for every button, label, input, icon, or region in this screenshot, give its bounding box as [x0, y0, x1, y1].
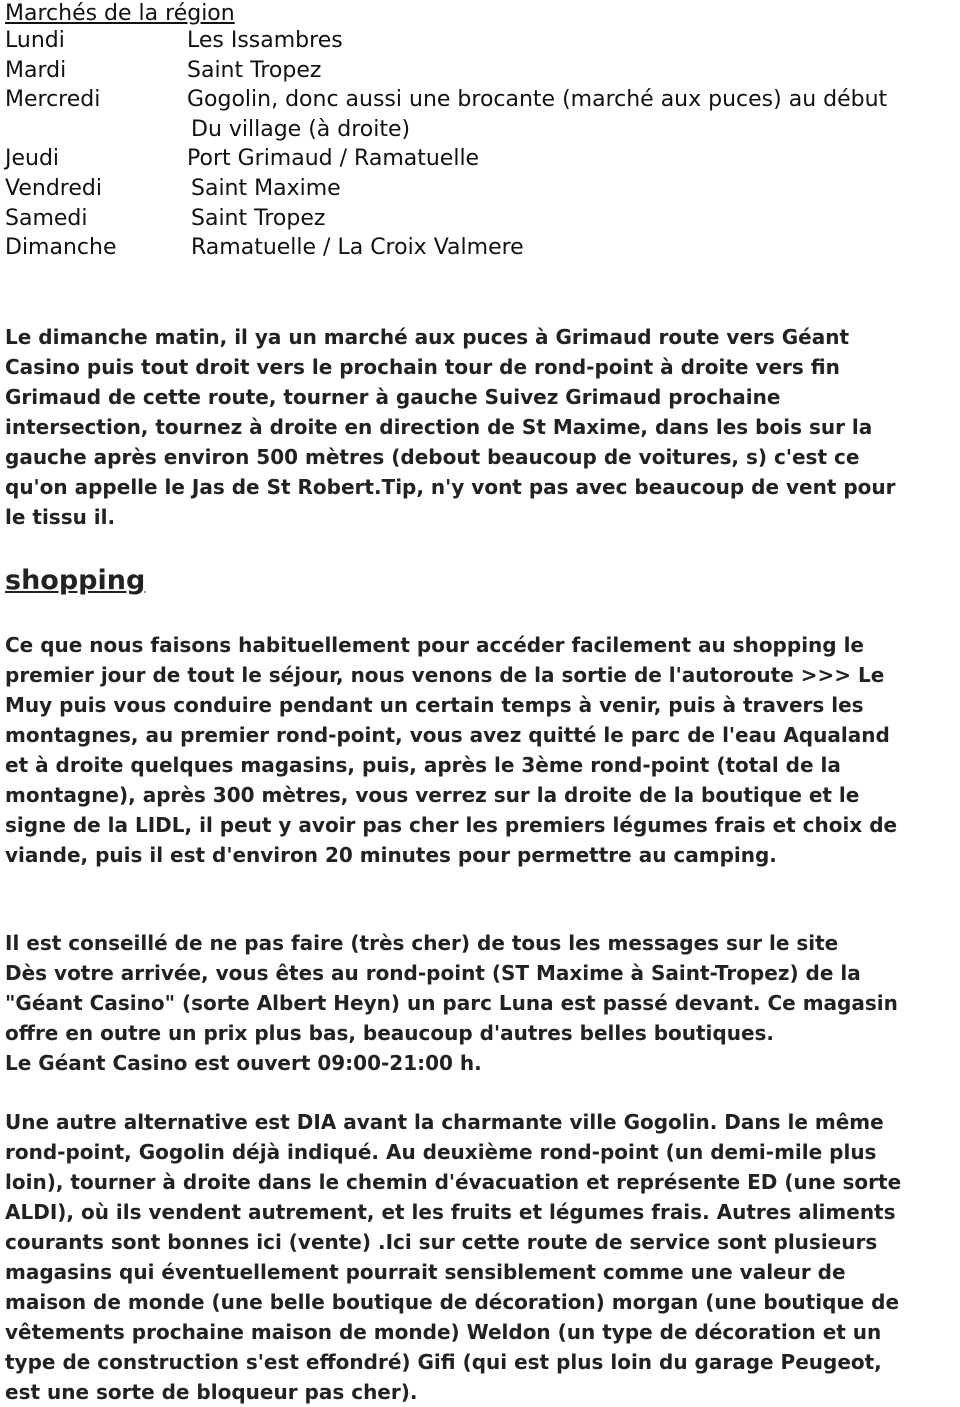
text-line: rond-point, Gogolin déjà indiqué. Au deuxième rond-point (un demi-mile plus — [5, 1140, 877, 1164]
text-line: Le Géant Casino est ouvert 09:00-21:00 h. — [5, 1051, 482, 1075]
text-line: montagnes, au premier rond-point, vous avez quitté le parc de l'eau Aqualand — [5, 723, 890, 747]
text-line: le tissu il. — [5, 505, 116, 529]
market-day: Mercredi — [5, 87, 101, 112]
market-day: Dimanche — [5, 235, 117, 260]
text-line: courants sont bonnes ici (vente) .Ici sur cette route de service sont plusieurs — [5, 1230, 878, 1254]
text-line: montagne), après 300 mètres, vous verrez sur la droite de la boutique et le — [5, 783, 860, 807]
text-line: gauche après environ 500 mètres (debout beaucoup de voitures, s) c'est ce — [5, 445, 860, 469]
market-day: Vendredi — [5, 176, 102, 201]
text-line: premier jour de tout le séjour, nous venons de la sortie de l'autoroute >>> Le — [5, 663, 885, 687]
text-line: "Géant Casino" (sorte Albert Heyn) un parc Luna est passé devant. Ce magasin — [5, 991, 898, 1015]
text-line: Une autre alternative est DIA avant la charmante ville Gogolin. Dans le même — [5, 1110, 884, 1134]
text-line: viande, puis il est d'environ 20 minutes pour permettre au camping. — [5, 843, 777, 867]
text-line: Dès votre arrivée, vous êtes au rond-point (ST Maxime à Saint-Tropez) de la — [5, 961, 861, 985]
market-place: Ramatuelle / La Croix Valmere — [191, 235, 524, 260]
text-line: magasins qui éventuellement pourrait sensiblement comme une valeur de — [5, 1260, 846, 1284]
sunday-flea-market-paragraph — [5, 322, 957, 532]
market-place: Les Issambres — [187, 28, 343, 53]
text-line: Muy puis vous conduire pendant un certain temps à venir, puis à travers les — [5, 693, 864, 717]
market-place: Port Grimaud / Ramatuelle — [187, 146, 480, 171]
text-line: Il est conseillé de ne pas faire (très cher) de tous les messages sur le site — [5, 931, 839, 955]
text-line: Le dimanche matin, il ya un marché aux puces à Grimaud route vers Géant — [5, 325, 850, 349]
market-day: Samedi — [5, 206, 88, 231]
market-day: Mardi — [5, 58, 67, 83]
market-place: Du village (à droite) — [191, 117, 411, 142]
text-line: est une sorte de bloqueur pas cher). — [5, 1380, 418, 1404]
text-line: signe de la LIDL, il peut y avoir pas cher les premiers légumes frais et choix de — [5, 813, 898, 837]
market-day: Jeudi — [5, 146, 60, 171]
market-place: Gogolin, donc aussi une brocante (marché aux puces) au début — [187, 87, 888, 112]
market-day: Lundi — [5, 28, 65, 53]
text-line: vêtements prochaine maison de monde) Weldon (un type de décoration et un — [5, 1320, 882, 1344]
text-line: offre en outre un prix plus bas, beaucoup d'autres belles boutiques. — [5, 1021, 775, 1045]
text-line: intersection, tournez à droite en direction de St Maxime, dans les bois sur la — [5, 415, 873, 439]
market-place: Saint Tropez — [187, 58, 322, 83]
market-place: Saint Maxime — [191, 176, 341, 201]
text-line: Casino puis tout droit vers le prochain tour de rond-point à droite vers fin — [5, 355, 840, 379]
text-line: type de construction s'est effondré) Gifi (qui est plus loin du garage Peugeot, — [5, 1350, 882, 1374]
text-line: Ce que nous faisons habituellement pour accéder facilement au shopping le — [5, 633, 864, 657]
shopping-heading: shopping — [5, 565, 146, 596]
shopping-paragraph-1 — [5, 630, 957, 870]
text-line: qu'on appelle le Jas de St Robert.Tip, n'y vont pas avec beaucoup de vent pour — [5, 475, 896, 499]
text-line: et à droite quelques magasins, puis, après le 3ème rond-point (total de la — [5, 753, 841, 777]
shopping-paragraph-2 — [5, 928, 957, 1078]
markets-title: Marchés de la région — [5, 1, 235, 26]
text-line: loin), tourner à droite dans le chemin d'évacuation et représente ED (une sorte — [5, 1170, 902, 1194]
market-place: Saint Tropez — [191, 206, 326, 231]
text-line: ALDI), où ils vendent autrement, et les fruits et légumes frais. Autres aliments — [5, 1200, 896, 1224]
text-line: maison de monde (une belle boutique de décoration) morgan (une boutique de — [5, 1290, 900, 1314]
text-line: Grimaud de cette route, tourner à gauche Suivez Grimaud prochaine — [5, 385, 781, 409]
shopping-paragraph-3 — [5, 1107, 957, 1407]
